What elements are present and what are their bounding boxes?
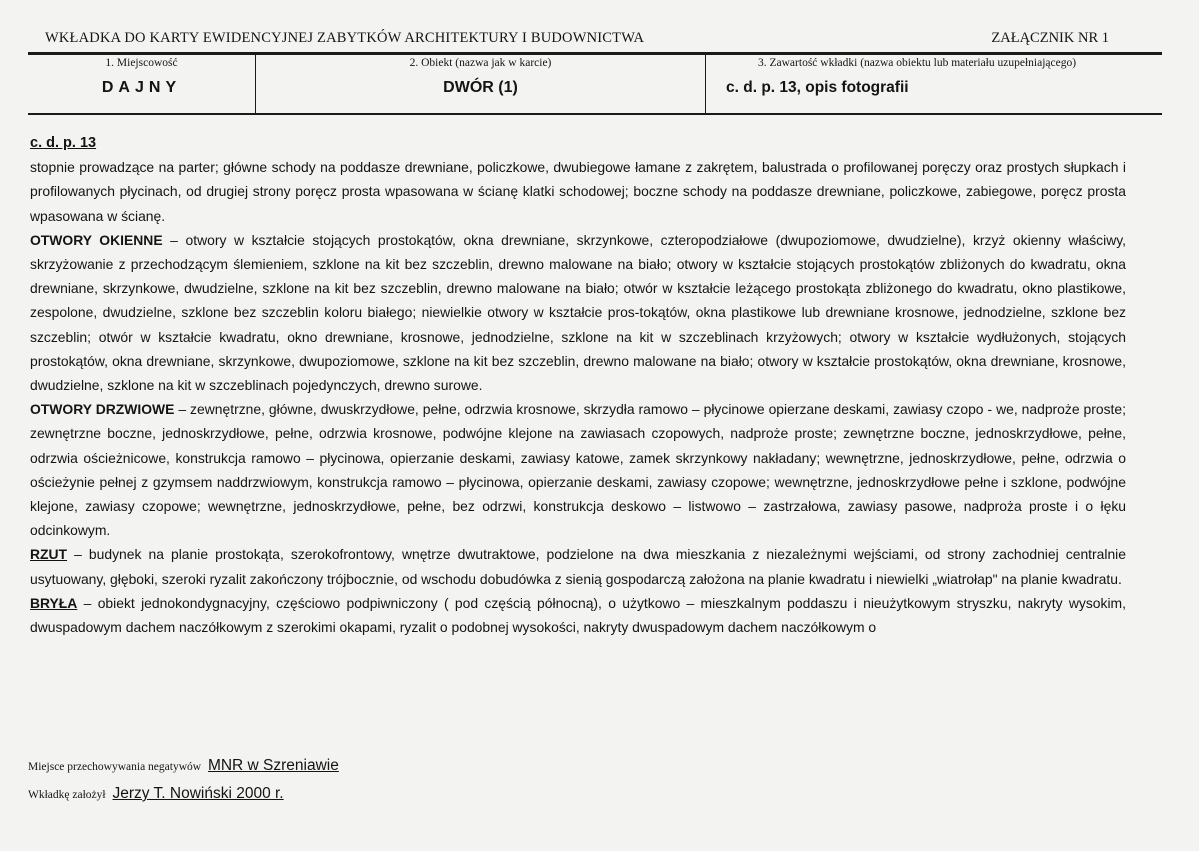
header-fields xyxy=(28,52,1162,115)
description-body xyxy=(30,131,1126,639)
field-object xyxy=(256,55,706,113)
intro-paragraph: stopnie prowadzące na parter; główne schody na poddasze drewniane, policzkowe, dwubiegowe łamane z zakrętem, balustrada o profilowanej poręczy oraz prostych słupkach i profilowanych płycinach, od drugiej strony poręcz prosta wpasowana w ścianę klatki schodowej; boczne schody na poddasze drewniane, policzkowe, zabiegowe, poręcz prosta wpasowana w ścianę. xyxy=(30,159,1126,224)
field-locality-value: DAJNY xyxy=(101,79,182,96)
section-lead: OTWORY DRZWIOWE xyxy=(30,401,175,418)
author-label: Wkładkę założył xyxy=(28,789,106,801)
field-content xyxy=(706,55,1162,113)
section-text: – budynek na planie prostokąta, szerokofrontowy, wnętrze dwutraktowe, podzielone na dwa mieszkania z niezależnymi wejściami, od strony zachodniej centralnie usytuowany, głęboki, szeroki ryzalit zakończony trójbocznie, od wschodu dobudówka z sienią gospodarczą założona na planie kwadratu i niewielki „wiatrołap" na planie kwadratu. xyxy=(30,546,1126,587)
field-locality xyxy=(28,55,256,113)
section-doors xyxy=(30,397,1126,542)
section-windows xyxy=(30,228,1126,397)
field-content-value: c. d. p. 13, opis fotografii xyxy=(726,79,909,96)
section-text: – zewnętrzne, główne, dwuskrzydłowe, pełne, odrzwia krosnowe, skrzydła ramowo – płycinowe opierzane deskami, zawiasy czopo - we, nadproże proste; zewnętrzne boczne, jednoskrzydłowe, pełne, odrzwia krosnowe, podwójne klejone na zawiasach czopowych, nadproże proste; zewnętrzne boczne, jednoskrzydłowe, pełne, odrzwia ościeżnicowe, konstrukcja ramowo – płycinowa, opierzanie deskami, zawiasy katowe, zamek skrzynkowy nakładany; wewnętrzne, jednoskrzydłowe, pełne, odrzwia o ościeżynie pełnej z gzymsem naddrzwiowym, konstrukcja ramowo – płycinowa, opierzanie deskami, zawiasy czopowe; wewnętrzne, jednoskrzydłowe pełne i szklone, podwójne klejone, zawiasy czopowe; wewnętrzne, jednoskrzydłowe, pełne, bez odrzwi, konstrukcja deskowo – listwowo – zastrzałowa, zawiasy pasowe, nadproża proste i o łęku odcinkowym. xyxy=(30,401,1126,539)
section-lead: RZUT xyxy=(30,546,68,563)
section-text: – otwory w kształcie stojących prostokątów, okna drewniane, skrzynkowe, czteropodziałowe (dwupoziomowe, dwudzielne), krzyż okienny właściwy, skrzyżowanie z przechodzącym ślemieniem, szklone na kit bez szczeblin, drewno malowane na biało; otwory w kształcie stojących prostokątów zbliżonych do kwadratu, okna drewniane, skrzynkowe, dwudzielne, szklone na kit bez szczeblin, drewno malowane na biało; otwór w kształcie leżącego prostokąta zbliżonego do kwadratu, okno plastikowe, zespolone, dwudzielne, szklone bez szczeblin koloru białego; niewielkie otwory w kształcie pros-tokątów, okna plastikowe lub drewniane krosnowe, jednodzielne, szklone bez szczeblin; otwór w kształcie kwadratu, okno drewniane, krosnowe, jednodzielne, szklone na kit w szczeblinach krzyżowych; otwory w kształcie wydłużonych, stojących prostokątów, okna drewniane, skrzynkowe, dwupoziomowe, szklone na kit bez szczeblin, drewno malowane na biało; otwory w kształcie prostokątów, okna drewniane, krosnowe, dwudzielne, szklone na kit w szczeblinach pojedynczych, drewno surowe. xyxy=(30,231,1126,394)
field-object-label: 2. Obiekt (nazwa jak w karcie) xyxy=(409,57,552,69)
field-locality-label: 1. Miejscowość xyxy=(105,57,178,69)
form-title: WKŁADKA DO KARTY EWIDENCYJNEJ ZABYTKÓW ARCHITEKTURY I BUDOWNICTWA xyxy=(45,30,645,46)
field-content-label: 3. Zawartość wkładki (nazwa obiektu lub materiału uzupełniającego) xyxy=(758,57,1077,69)
author-row xyxy=(28,785,284,803)
author-value: Jerzy T. Nowiński 2000 r. xyxy=(112,785,284,802)
section-plan xyxy=(30,542,1126,590)
negatives-label: Miejsce przechowywania negatywów xyxy=(28,761,202,773)
negatives-value: MNR w Szreniawie xyxy=(207,757,339,774)
section-body xyxy=(30,591,1126,639)
section-heading: c. d. p. 13 xyxy=(30,135,97,151)
annex-number: ZAŁĄCZNIK NR 1 xyxy=(991,30,1109,46)
negatives-location xyxy=(28,757,339,775)
field-object-value: DWÓR (1) xyxy=(443,79,518,96)
section-text: – obiekt jednokondygnacyjny, częściowo podpiwniczony ( pod częścią północną), o użytkowo – mieszkalnym poddaszu i nieużytkowym stryszku, nakryty wysokim, dwuspadowym dachem naczółkowym z szerokimi okapami, ryzalit o podobnej wysokości, nakryty dwuspadowym dachem naczółkowym o xyxy=(30,594,1126,636)
section-lead: OTWORY OKIENNE xyxy=(30,231,163,248)
section-lead: BRYŁA xyxy=(30,594,78,611)
